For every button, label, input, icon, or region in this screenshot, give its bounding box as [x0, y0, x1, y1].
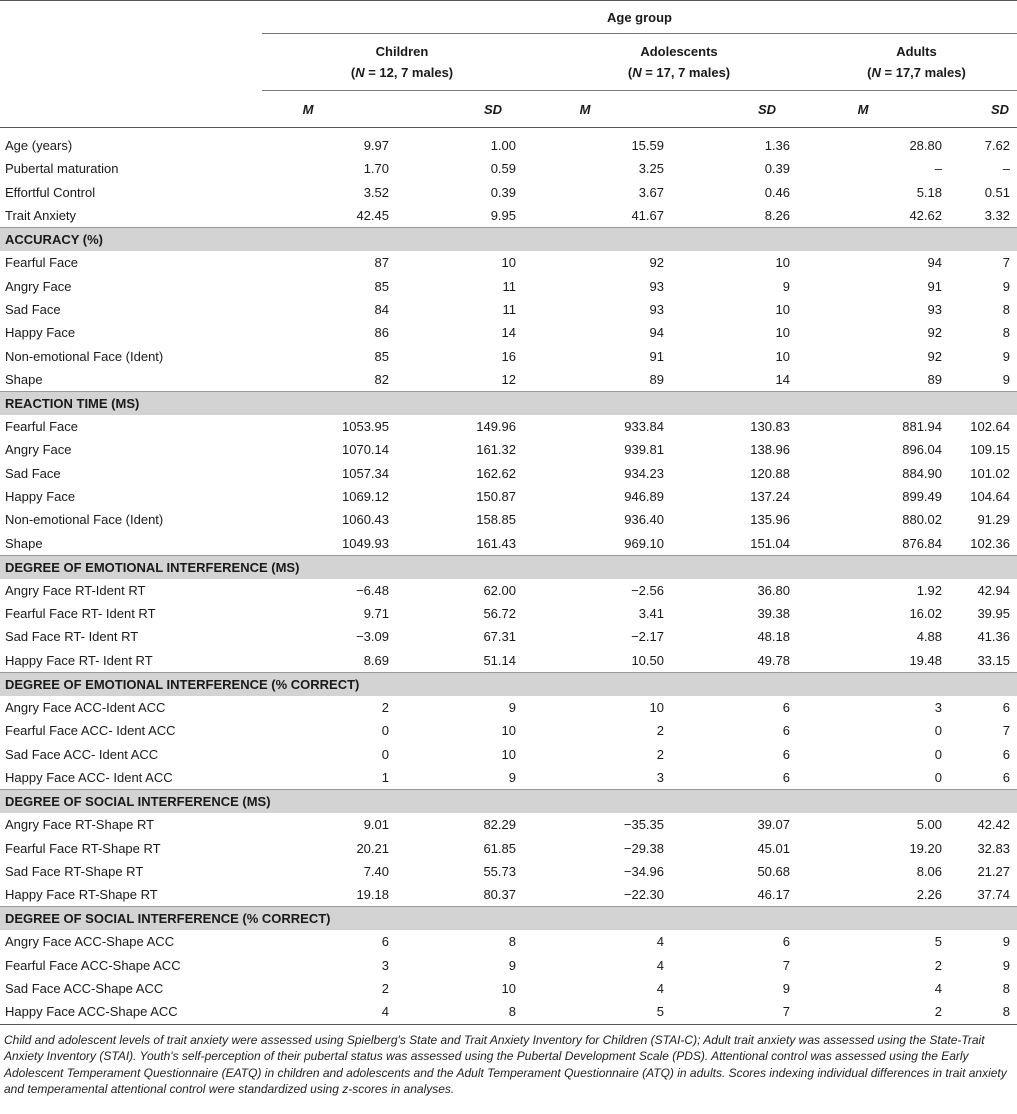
row-label: Angry Face ACC-Ident ACC	[5, 700, 166, 716]
table-row	[0, 954, 1017, 977]
table-cell: 10	[775, 348, 790, 364]
row-label: Sad Face	[5, 301, 61, 317]
table-cell: 1069.12	[342, 489, 389, 504]
table-cell: 2	[656, 723, 664, 739]
table-cell: 8	[1002, 325, 1010, 341]
row-label: Trait Anxiety	[5, 208, 77, 224]
table-cell: 94	[927, 255, 942, 271]
table-cell: 16.02	[909, 606, 942, 622]
table-cell: 62.00	[483, 582, 516, 598]
table-cell: 6	[782, 746, 790, 762]
section-title: DEGREE OF SOCIAL INTERFERENCE (MS)	[0, 790, 1017, 814]
table-cell: 130.83	[750, 419, 790, 435]
table-cell: 37.74	[977, 887, 1010, 903]
table-cell: 946.89	[624, 489, 664, 504]
row-label: Sad Face RT-Shape RT	[5, 863, 144, 879]
table-cell: 1070.14	[342, 442, 389, 458]
table-cell: 8	[1002, 981, 1010, 997]
table-cell: 10	[649, 700, 664, 716]
table-cell: 56.72	[483, 606, 516, 622]
table-cell: 93	[649, 278, 664, 294]
table-cell: 2	[934, 1004, 942, 1020]
table-cell: 2.26	[916, 887, 942, 903]
table-cell: 3.52	[363, 184, 389, 200]
table-cell: 0	[934, 723, 942, 739]
table-row	[0, 251, 1017, 274]
table-cell: 19.18	[356, 887, 389, 903]
table-cell: 4	[934, 981, 942, 997]
table-cell: 48.18	[757, 629, 790, 645]
table-cell: 9	[1002, 934, 1010, 950]
table-cell: 92	[927, 348, 942, 364]
section-header-row	[0, 228, 1017, 252]
section-title: REACTION TIME (MS)	[0, 391, 1017, 415]
table-cell: 9.01	[363, 817, 389, 833]
table-cell: 102.36	[970, 535, 1010, 551]
table-cell: 15.59	[631, 138, 664, 154]
table-cell: 67.31	[483, 629, 516, 645]
section-header-row	[0, 790, 1017, 814]
table-row	[0, 274, 1017, 297]
row-label: Sad Face ACC-Shape ACC	[5, 981, 164, 997]
row-label: Angry Face	[5, 442, 72, 458]
table-cell: –	[934, 161, 942, 177]
section-header-row	[0, 555, 1017, 579]
table-cell: 3	[934, 700, 942, 716]
table-cell: 55.73	[483, 863, 516, 879]
table-cell: 9	[508, 700, 516, 716]
table-row	[0, 977, 1017, 1000]
mean-label: M	[302, 101, 314, 117]
table-cell: 4	[656, 934, 664, 950]
table-cell: −22.30	[623, 887, 664, 903]
table-cell: 4.88	[916, 629, 942, 645]
table-cell: 1.70	[363, 161, 389, 177]
table-cell: 91	[927, 278, 942, 294]
row-label: Sad Face	[5, 465, 61, 481]
table-cell: 9	[508, 769, 516, 785]
section-header-row	[0, 672, 1017, 696]
table-cell: 6	[381, 934, 389, 950]
table-cell: 32.83	[977, 840, 1010, 856]
table-row	[0, 157, 1017, 180]
table-cell: 86	[374, 325, 389, 341]
section-title: ACCURACY (%)	[0, 228, 1017, 252]
table-cell: 5.00	[916, 817, 942, 833]
table-cell: 89	[927, 371, 942, 387]
row-label: Shape	[5, 535, 43, 551]
table-cell: 41.36	[977, 629, 1010, 645]
table-cell: 9	[782, 278, 790, 294]
group-heading-adolescents: Adolescents (N = 17, 7 males)	[627, 44, 731, 80]
table-row	[0, 860, 1017, 883]
table-cell: 7	[1002, 723, 1010, 739]
table-row	[0, 602, 1017, 625]
table-cell: 93	[649, 301, 664, 317]
row-label: Non-emotional Face (Ident)	[5, 512, 164, 528]
table-cell: 149.96	[476, 419, 516, 435]
table-cell: 39.07	[757, 817, 790, 833]
sd-label: SD	[757, 101, 776, 117]
table-cell: 7.40	[363, 863, 389, 879]
table-cell: 0	[934, 769, 942, 785]
table-cell: 9.95	[490, 208, 516, 224]
table-cell: 6	[782, 723, 790, 739]
table-cell: 42.45	[356, 208, 389, 224]
table-cell: 896.04	[902, 442, 942, 458]
table-cell: 137.24	[750, 489, 790, 504]
section-title: DEGREE OF EMOTIONAL INTERFERENCE (MS)	[0, 555, 1017, 579]
table-cell: 120.88	[750, 465, 790, 481]
table-cell: 92	[927, 325, 942, 341]
row-label: Non-emotional Face (Ident)	[5, 348, 164, 364]
table-row	[0, 508, 1017, 531]
table-row	[0, 836, 1017, 859]
table-cell: 28.80	[909, 138, 942, 154]
table-cell: 6	[782, 700, 790, 716]
table-row	[0, 298, 1017, 321]
table-cell: 6	[1002, 769, 1010, 785]
table-row	[0, 579, 1017, 602]
table-cell: 899.49	[902, 489, 942, 504]
row-label: Fearful Face ACC-Shape ACC	[5, 957, 181, 973]
row-label: Fearful Face ACC- Ident ACC	[5, 723, 176, 739]
table-cell: 6	[782, 769, 790, 785]
table-cell: 94	[649, 325, 664, 341]
row-label: Fearful Face	[5, 419, 78, 435]
table-cell: 42.94	[977, 582, 1010, 598]
table-cell: 20.21	[356, 840, 389, 856]
table-cell: −3.09	[356, 629, 389, 645]
table-cell: 39.38	[757, 606, 790, 622]
table-cell: 2	[934, 957, 942, 973]
table-cell: 5	[656, 1004, 664, 1020]
row-label: Fearful Face RT-Shape RT	[5, 840, 161, 856]
table-cell: 9	[1002, 278, 1010, 294]
table-row	[0, 321, 1017, 344]
table-row	[0, 930, 1017, 953]
table-row	[0, 181, 1017, 204]
row-label: Angry Face	[5, 278, 72, 294]
table-cell: 82.29	[483, 817, 516, 833]
table-cell: 16	[501, 348, 516, 364]
table-row	[0, 485, 1017, 508]
table-cell: 3.67	[638, 184, 664, 200]
table-cell: 10	[501, 746, 516, 762]
table-cell: 61.85	[483, 840, 516, 856]
table-cell: 10	[501, 981, 516, 997]
table-cell: 1	[381, 769, 389, 785]
table-cell: 9	[508, 957, 516, 973]
table-cell: 884.90	[902, 465, 942, 481]
table-cell: 158.85	[476, 512, 516, 528]
table-cell: 135.96	[750, 512, 790, 528]
row-label: Fearful Face RT- Ident RT	[5, 606, 156, 622]
table-cell: 93	[927, 301, 942, 317]
age-group-heading: Age group	[607, 9, 672, 25]
table-row	[0, 134, 1017, 157]
section-header-row	[0, 391, 1017, 415]
row-label: Pubertal maturation	[5, 161, 119, 177]
table-row	[0, 719, 1017, 742]
sd-label: SD	[990, 101, 1009, 117]
table-cell: −34.96	[623, 863, 664, 879]
table-cell: −2.17	[631, 629, 664, 645]
table-cell: 8	[508, 934, 516, 950]
table-cell: 0.51	[984, 184, 1010, 200]
table-cell: 14	[501, 325, 516, 341]
table-cell: 50.68	[757, 863, 790, 879]
table-cell: 0	[934, 746, 942, 762]
table-row	[0, 415, 1017, 438]
table-cell: 7	[782, 1004, 790, 1020]
table-cell: 10	[501, 723, 516, 739]
table-cell: 19.20	[909, 840, 942, 856]
table-cell: 9.71	[363, 606, 389, 622]
table-cell: 8.69	[363, 652, 389, 668]
table-cell: 9	[1002, 371, 1010, 387]
table-cell: 84	[374, 301, 389, 317]
table-body	[0, 134, 1017, 1024]
table-row	[0, 204, 1017, 228]
table-cell: 9	[1002, 957, 1010, 973]
row-label: Happy Face RT-Shape RT	[5, 887, 158, 903]
table-cell: 11	[502, 301, 516, 317]
row-label: Sad Face ACC- Ident ACC	[5, 746, 159, 762]
table-cell: 21.27	[977, 863, 1010, 879]
table-cell: 1053.95	[342, 419, 389, 435]
table-cell: 42.62	[909, 208, 942, 224]
table-row	[0, 344, 1017, 367]
table-cell: 42.42	[977, 817, 1010, 833]
table-cell: 10	[775, 301, 790, 317]
table-row	[0, 438, 1017, 461]
table-cell: 8	[508, 1004, 516, 1020]
table-cell: 1.36	[764, 138, 790, 154]
table-cell: 934.23	[624, 465, 664, 481]
table-footnote: Child and adolescent levels of trait anxiety were assessed using Spielberg's State and Trait Anxiety Inventory for Children (STAI-C); Adult trait anxiety was assessed using the State-Trait Anxiety Inventory (STAI). Youth's self-perception of their pubertal status was assessed using the Pubertal Development Scale (PDS). Attentional control was assessed using the Early Adolescent Temperament Questionnaire (EATQ) in children and adolescents and the Adult Temperament Questionnaire (ATQ) in adults. Scores indexing individual differences in trait anxiety and temperamental attentional control were standardized using z-scores in analyses.	[4, 1032, 1007, 1096]
table-cell: 8	[1002, 301, 1010, 317]
table-cell: 881.94	[902, 419, 942, 435]
table-cell: 102.64	[970, 419, 1010, 435]
table-cell: 11	[502, 278, 516, 294]
row-label: Sad Face RT- Ident RT	[5, 629, 139, 645]
table-cell: 151.04	[750, 535, 790, 551]
table-cell: 876.84	[902, 535, 942, 551]
table-cell: 3.32	[984, 208, 1010, 224]
table-row	[0, 766, 1017, 790]
table-cell: 19.48	[909, 652, 942, 668]
table-cell: 4	[656, 957, 664, 973]
table-cell: 89	[649, 371, 664, 387]
table-cell: 8.06	[916, 863, 942, 879]
table-cell: 46.17	[757, 887, 790, 903]
table-cell: 933.84	[624, 419, 664, 435]
table-cell: –	[1002, 161, 1010, 177]
table-cell: 7	[782, 957, 790, 973]
table-cell: 8.26	[764, 208, 790, 224]
table-cell: 150.87	[476, 489, 516, 504]
table-cell: 936.40	[624, 512, 664, 528]
table-cell: 9.97	[363, 138, 389, 154]
table-cell: 9	[1002, 348, 1010, 364]
table-row	[0, 649, 1017, 673]
row-label: Age (years)	[5, 138, 73, 154]
table-cell: 2	[656, 746, 664, 762]
row-label: Effortful Control	[5, 184, 96, 200]
table-cell: 12	[501, 371, 516, 387]
table-cell: 6	[1002, 700, 1010, 716]
table-cell: 3	[656, 769, 664, 785]
table-cell: 1060.43	[342, 512, 389, 528]
table-cell: 5	[934, 934, 942, 950]
table-cell: 41.67	[631, 208, 664, 224]
table-cell: 0.39	[764, 161, 790, 177]
table-cell: 1057.34	[342, 465, 389, 481]
table-cell: 10	[775, 325, 790, 341]
mean-label: M	[857, 101, 869, 117]
table-cell: −29.38	[623, 840, 664, 856]
table-cell: 33.15	[977, 652, 1010, 668]
table-cell: 161.43	[476, 535, 516, 551]
row-label: Angry Face ACC-Shape ACC	[5, 934, 175, 950]
table-cell: 91.29	[977, 512, 1010, 528]
table-cell: 3.41	[638, 606, 664, 622]
table-cell: −35.35	[623, 817, 664, 833]
table-row	[0, 625, 1017, 648]
table-header	[0, 1, 1017, 135]
table-cell: 6	[1002, 746, 1010, 762]
table-cell: 969.10	[624, 535, 664, 551]
table-cell: 85	[374, 348, 389, 364]
table-cell: 0.39	[490, 184, 516, 200]
table-cell: 14	[775, 371, 790, 387]
row-label: Shape	[5, 371, 43, 387]
table-cell: 10	[775, 255, 790, 271]
row-label: Angry Face RT-Shape RT	[5, 817, 155, 833]
row-label: Happy Face	[5, 325, 76, 341]
section-title: DEGREE OF SOCIAL INTERFERENCE (% CORRECT)	[0, 907, 1017, 931]
group-heading-adults: Adults (N = 17,7 males)	[867, 44, 966, 80]
table-cell: 7	[1002, 255, 1010, 271]
row-label: Happy Face ACC- Ident ACC	[5, 769, 173, 785]
table-cell: 6	[782, 934, 790, 950]
table-cell: 0	[381, 723, 389, 739]
table-cell: 138.96	[750, 442, 790, 458]
stat-label-row	[0, 91, 1017, 128]
table-cell: 39.95	[977, 606, 1010, 622]
table-cell: 104.64	[970, 489, 1010, 504]
table-cell: 3.25	[638, 161, 664, 177]
table-cell: 91	[649, 348, 664, 364]
row-label: Happy Face ACC-Shape ACC	[5, 1004, 178, 1020]
row-label: Angry Face RT-Ident RT	[5, 582, 146, 598]
section-title: DEGREE OF EMOTIONAL INTERFERENCE (% CORRECT)	[0, 672, 1017, 696]
table-cell: 1049.93	[342, 535, 389, 551]
table-cell: 10.50	[631, 652, 664, 668]
table-cell: 101.02	[970, 465, 1010, 481]
table-cell: 880.02	[902, 512, 942, 528]
table-cell: 5.18	[916, 184, 942, 200]
table-cell: 0.59	[490, 161, 516, 177]
table-cell: 2	[381, 981, 389, 997]
section-header-row	[0, 907, 1017, 931]
table-cell: 0	[381, 746, 389, 762]
table-row	[0, 696, 1017, 719]
row-label: Happy Face RT- Ident RT	[5, 652, 153, 668]
table-row	[0, 1000, 1017, 1024]
table-cell: 36.80	[757, 582, 790, 598]
table-cell: 49.78	[757, 652, 790, 668]
table-cell: 7.62	[984, 138, 1010, 154]
sd-label: SD	[483, 101, 502, 117]
table-row	[0, 368, 1017, 392]
table-cell: 939.81	[624, 442, 664, 458]
table-cell: 162.62	[476, 465, 516, 481]
table-row	[0, 531, 1017, 555]
table-cell: 87	[374, 255, 389, 271]
table-cell: 109.15	[970, 442, 1010, 458]
table-row	[0, 813, 1017, 836]
table-cell: −6.48	[356, 582, 389, 598]
row-label: Happy Face	[5, 489, 76, 504]
table-cell: 85	[374, 278, 389, 294]
table-cell: −2.56	[631, 582, 664, 598]
row-label: Fearful Face	[5, 255, 78, 271]
table-cell: 2	[381, 700, 389, 716]
table-cell: 82	[374, 371, 389, 387]
table-cell: 9	[782, 981, 790, 997]
table-row	[0, 743, 1017, 766]
table-cell: 45.01	[757, 840, 790, 856]
table-cell: 80.37	[483, 887, 516, 903]
mean-label: M	[579, 101, 591, 117]
table-cell: 3	[381, 957, 389, 973]
table-cell: 161.32	[476, 442, 516, 458]
table-cell: 8	[1002, 1004, 1010, 1020]
table-row	[0, 462, 1017, 485]
table-cell: 4	[656, 981, 664, 997]
table-cell: 0.46	[764, 184, 790, 200]
table-cell: 1.00	[490, 138, 516, 154]
table-cell: 92	[649, 255, 664, 271]
table-cell: 51.14	[483, 652, 516, 668]
table-cell: 4	[381, 1004, 389, 1020]
group-heading-children: Children (N = 12, 7 males)	[350, 44, 454, 80]
table-cell: 10	[501, 255, 516, 271]
table-row	[0, 883, 1017, 907]
table-cell: 1.92	[916, 582, 942, 598]
